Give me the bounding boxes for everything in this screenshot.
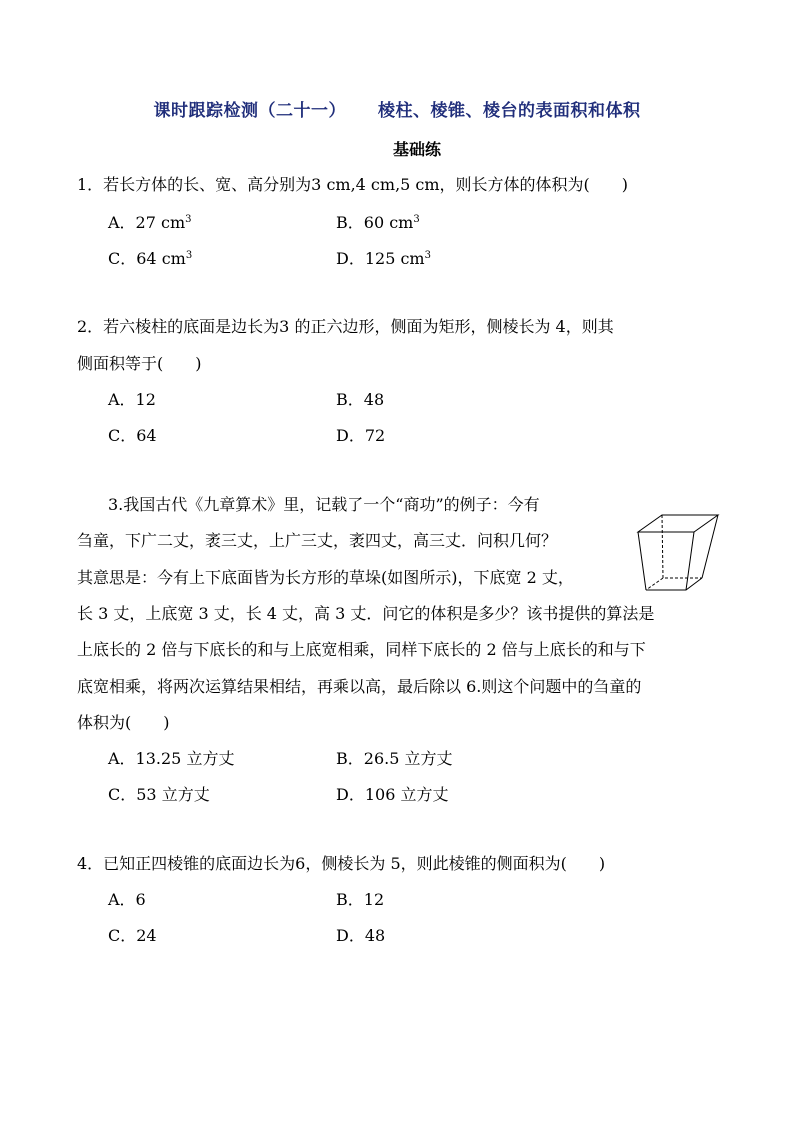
question-3-stem-line-3: 其意思是：今有上下底面皆为长方形的草垛(如图所示)，下底宽 2 丈， [77, 568, 574, 587]
option-sup: 3 [413, 214, 420, 225]
question-3-stem-line-2: 刍童，下广二丈，袤三丈，上广三丈，袤四丈，高三丈．问积几何？ [77, 531, 558, 550]
option-text: C．64 cm [108, 249, 186, 268]
question-1-stem: 1．若长方体的长、宽、高分别为3 cm,4 cm,5 cm，则长方体的体积为( ) [77, 175, 629, 194]
question-1-option-d [336, 248, 431, 270]
question-3-option-b: B．26.5 立方丈 [336, 749, 453, 768]
page-title [0, 96, 794, 121]
question-2-stem-line-1: 2．若六棱柱的底面是边长为3 的正六边形，侧面为矩形，侧棱长为 4，则其 [77, 317, 614, 336]
option-sup: 3 [185, 214, 192, 225]
question-3-stem-line-5: 上底长的 2 倍与下底长的和与上底宽相乘，同样下底长的 2 倍与上底长的和与下 [77, 640, 646, 659]
question-3-stem-line-1: 3.我国古代《九章算术》里，记载了一个“商功”的例子：今有 [108, 495, 540, 514]
option-text: B．60 cm [336, 213, 414, 232]
question-3-stem-line-6: 底宽相乘，将两次运算结果相结，再乘以高，最后除以 6.则这个问题中的刍童的 [77, 677, 642, 696]
frustum-figure [636, 512, 722, 598]
option-text: D．125 cm [336, 249, 425, 268]
question-3-option-a: A．13.25 立方丈 [108, 749, 235, 768]
option-sup: 3 [185, 250, 193, 261]
title-left: 课时跟踪检测（二十一） [153, 101, 346, 121]
question-1-option-b [336, 212, 420, 234]
question-3-stem-line-4: 长 3 丈，上底宽 3 丈，长 4 丈，高 3 丈．问它的体积是多少？该书提供的算法是 [77, 604, 655, 623]
question-2-option-b: B．48 [336, 390, 385, 409]
option-text: A．27 cm [108, 213, 186, 232]
question-1-option-c [108, 248, 192, 270]
question-1-option-a [108, 212, 192, 234]
question-4-option-d: D．48 [336, 926, 386, 945]
question-4-option-a: A．6 [108, 890, 146, 909]
question-2-stem-line-2: 侧面积等于( ) [77, 354, 202, 373]
section-heading: 基础练 [392, 140, 441, 159]
question-2-option-a: A．12 [108, 390, 156, 409]
question-4-option-b: B．12 [336, 890, 385, 909]
question-3-option-d: D．106 立方丈 [336, 785, 449, 804]
question-4-option-c: C．24 [108, 926, 157, 945]
question-3-option-c: C．53 立方丈 [108, 785, 210, 804]
question-2-option-d: D．72 [336, 426, 386, 445]
option-sup: 3 [424, 250, 431, 261]
question-2-option-c: C．64 [108, 426, 157, 445]
question-4-stem: 4．已知正四棱锥的底面边长为6，侧棱长为 5，则此棱锥的侧面积为( ) [77, 854, 606, 873]
question-3-stem-line-7: 体积为( ) [77, 713, 170, 732]
title-right: 棱柱、棱锥、棱台的表面积和体积 [378, 101, 641, 121]
